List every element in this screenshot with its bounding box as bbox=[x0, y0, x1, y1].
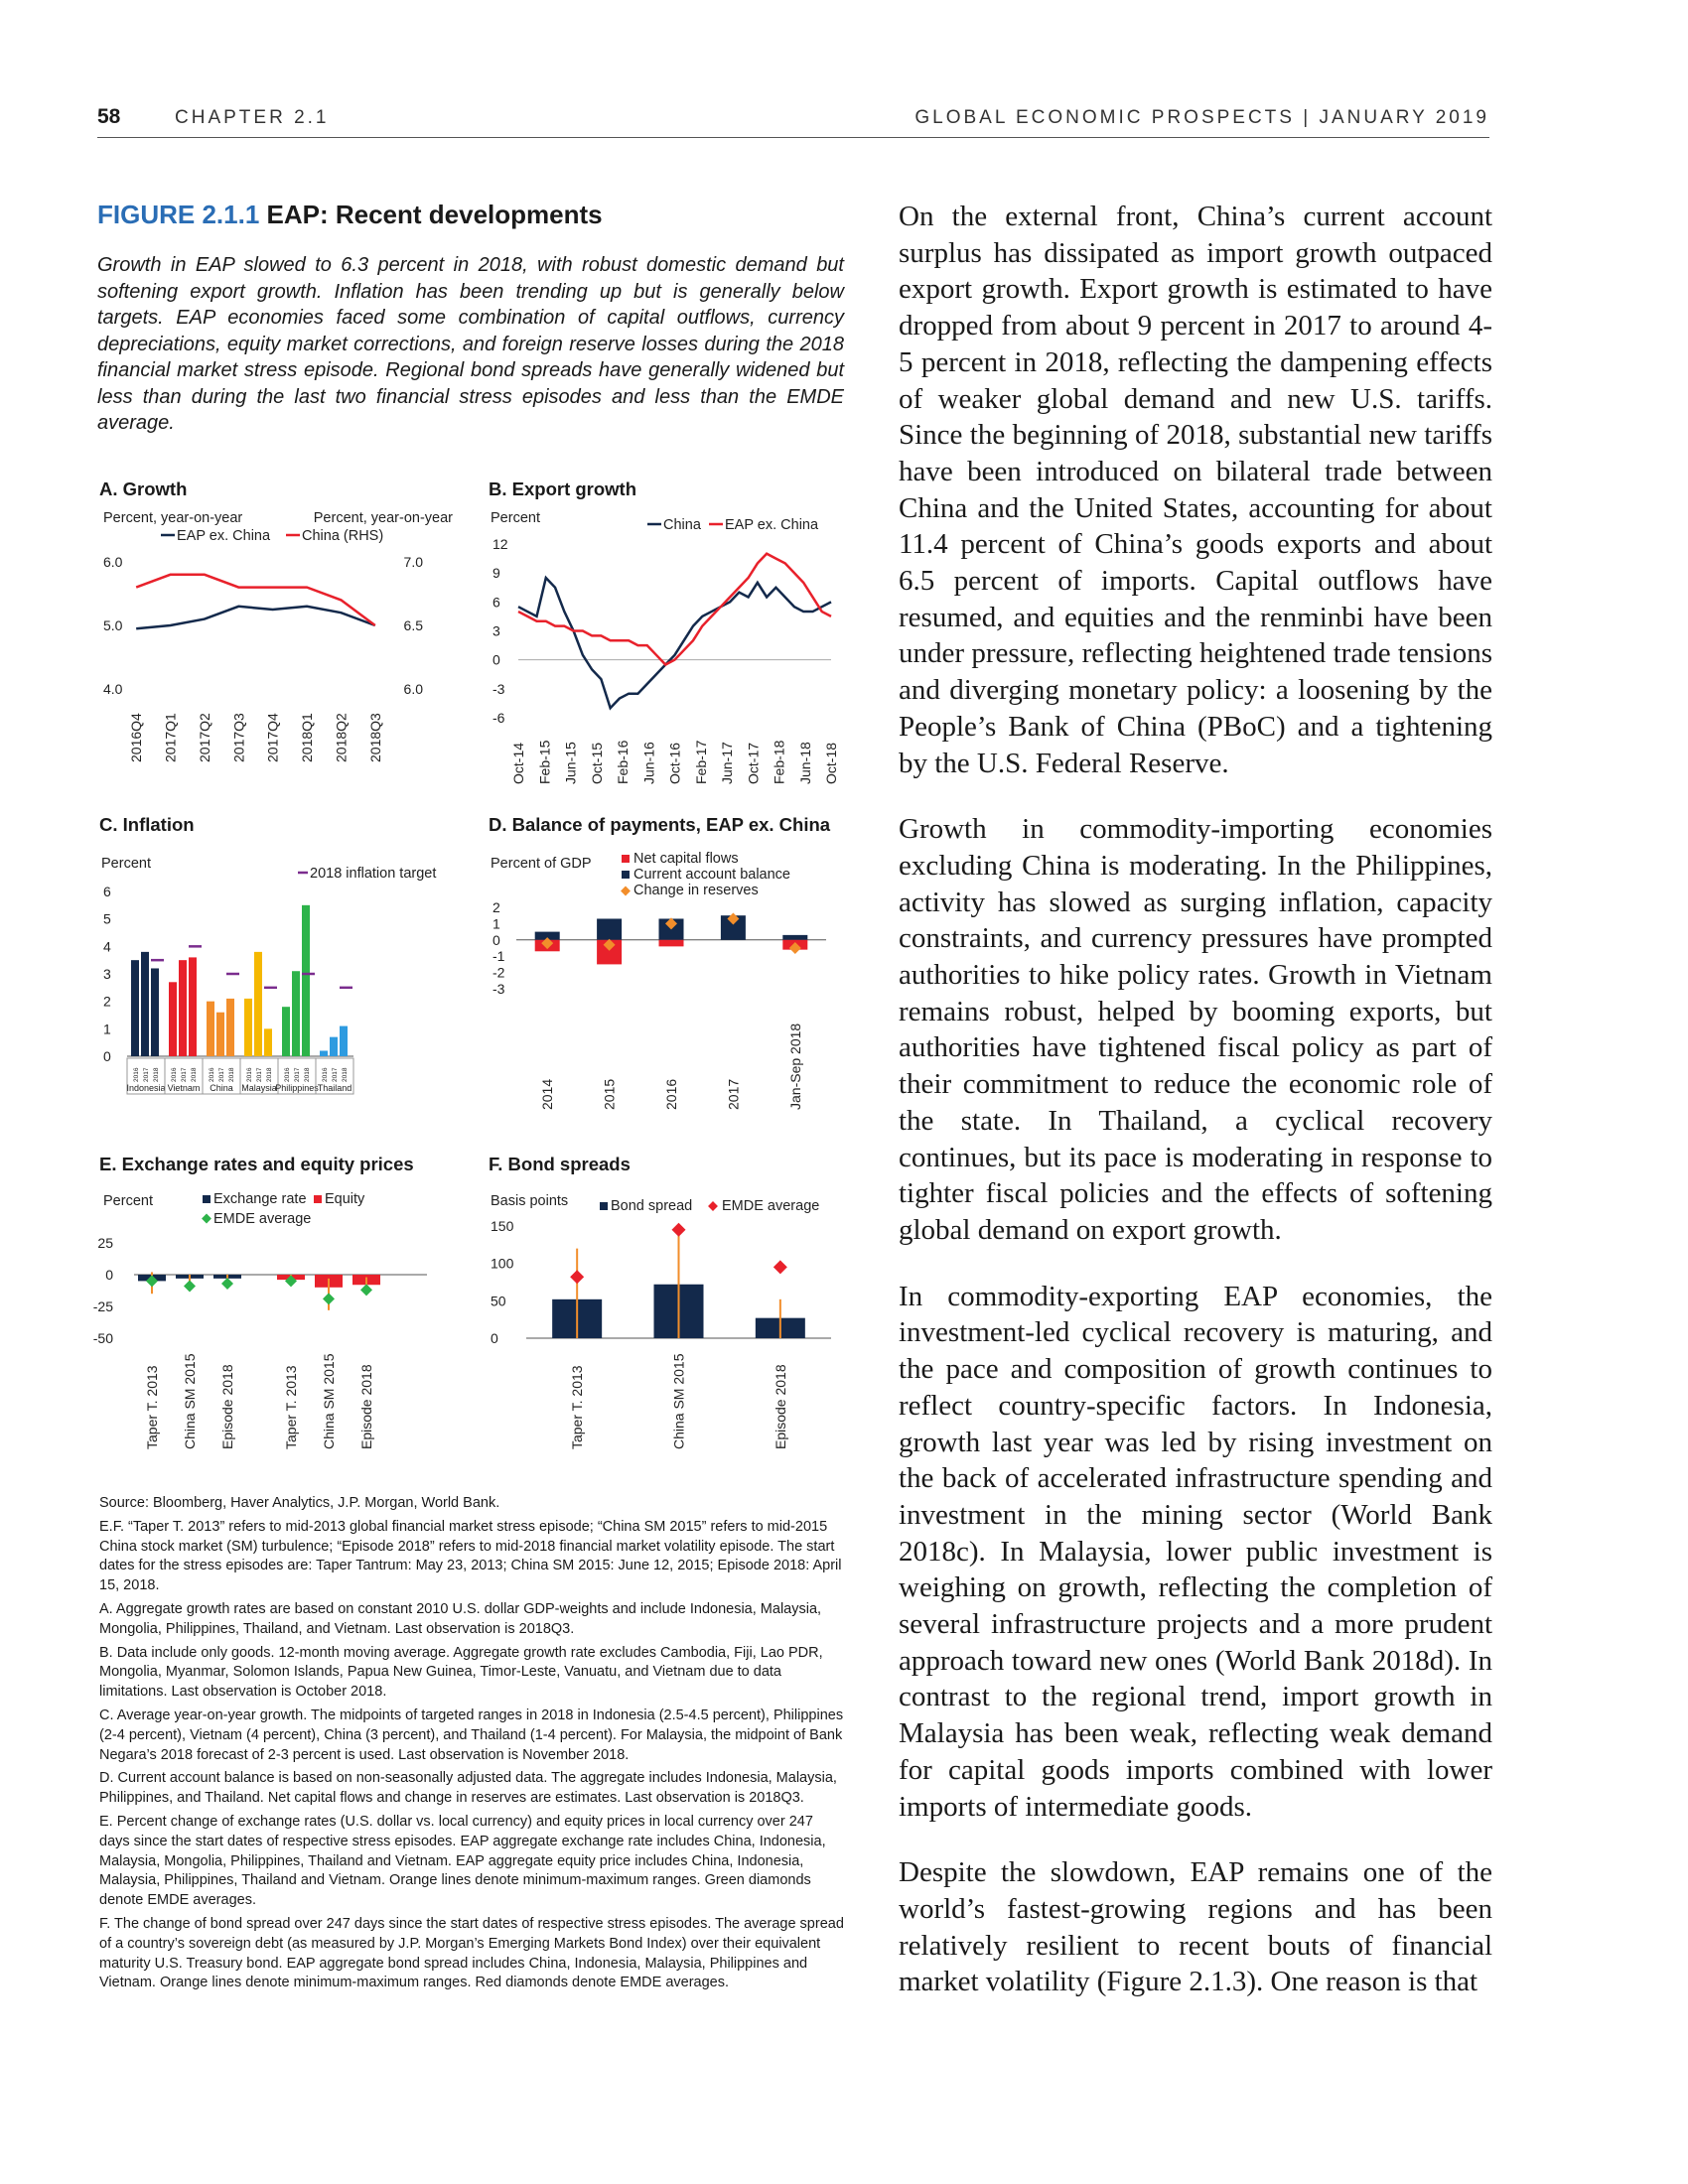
panel-e-chart bbox=[89, 1181, 467, 1459]
panel-d-legend-capital: Net capital flows bbox=[633, 851, 739, 867]
panel-a-left-unit: Percent, year-on-year bbox=[103, 510, 243, 526]
marker-emde-average bbox=[774, 1260, 787, 1274]
x-category-label: Malaysia bbox=[241, 1083, 277, 1093]
panel-e-legend-equity: Equity bbox=[325, 1191, 365, 1207]
x-year-label: 2016 bbox=[322, 1067, 329, 1082]
x-category-label: China bbox=[210, 1083, 233, 1093]
bar-malaysia-2018 bbox=[264, 1028, 272, 1056]
x-year-label: 2016 bbox=[133, 1067, 140, 1082]
bar-vietnam-2017 bbox=[179, 960, 187, 1056]
x-tick-label: Feb-17 bbox=[692, 740, 709, 784]
legend-swatch-current-account bbox=[622, 871, 630, 879]
y-tick-left: 6.0 bbox=[103, 554, 123, 570]
panel-f-title: F. Bond spreads bbox=[489, 1154, 631, 1174]
y-tick: -25 bbox=[92, 1298, 113, 1314]
panel-c-unit: Percent bbox=[101, 856, 151, 872]
panel-d-chart bbox=[479, 842, 856, 1125]
x-tick-label: China SM 2015 bbox=[321, 1353, 337, 1449]
y-tick: 3 bbox=[492, 622, 500, 639]
x-year-label: 2016 bbox=[284, 1067, 291, 1082]
bar-philippines-2017 bbox=[292, 971, 300, 1056]
note-c: C. Average year-on-year growth. The midpoints of targeted ranges in 2018 in Indonesia (2.5-4.5 percent), Philippines (2-4 percent), Vietnam (4 percent), China (3 percent), and Thailand (1-4 percent). For Malaysia, the midpoint of Bank Negara’s 2018 forecast of 2-3 percent is used. Last observation is November 2018. bbox=[99, 1706, 844, 1763]
panel-e-legend-fx: Exchange rate bbox=[213, 1191, 307, 1207]
x-year-label: 2017 bbox=[294, 1067, 301, 1082]
bar-china-2017 bbox=[216, 1013, 224, 1056]
y-tick: 3 bbox=[103, 966, 111, 982]
bar-indonesia-2016 bbox=[131, 960, 139, 1056]
bar-current-account bbox=[782, 935, 807, 940]
legend-swatch-equity bbox=[314, 1195, 322, 1203]
x-tick-label: 2017Q2 bbox=[196, 713, 212, 762]
figure-title bbox=[97, 200, 603, 230]
series-line-eap-ex-china bbox=[136, 607, 375, 628]
x-tick-label: 2017Q1 bbox=[162, 713, 179, 762]
note-f: F. The change of bond spread over 247 days since the start dates of respective stress episodes. The average spread of a country’s sovereign debt (as measured by J.P. Morgan’s Emerging Markets Bond Index) over their equivalent maturity U.S. Treasury bond. EAP aggregate bond spread includes China, Indonesia, Malaysia, Philippines and Vietnam. Orange lines denote minimum-maximum ranges. Red diamonds denote EMDE averages. bbox=[99, 1915, 844, 1991]
bar-china-2016 bbox=[207, 1002, 214, 1056]
y-tick-left: 4.0 bbox=[103, 681, 123, 697]
panel-f-chart bbox=[479, 1181, 856, 1459]
bar-philippines-2018 bbox=[302, 905, 310, 1056]
note-ef: E.F. “Taper T. 2013” refers to mid-2013 global financial market stress episode; “China SM 2015” refers to mid-2015 China stock market (SM) turbulence; “Episode 2018” refers to mid-2018 financial market volatility episode. The start dates for the stress episodes are: Taper Tantrum: May 23, 2013; China SM 2015: June 12, 2015; Episode 2018: April 15, 2018. bbox=[99, 1518, 842, 1594]
x-tick-label: China SM 2015 bbox=[670, 1353, 687, 1449]
y-tick-right: 7.0 bbox=[403, 554, 423, 570]
x-category-label: Indonesia bbox=[126, 1083, 166, 1093]
panel-f-unit: Basis points bbox=[491, 1193, 569, 1209]
legend-swatch-net-capital bbox=[622, 855, 630, 863]
x-tick-label: Jun-15 bbox=[562, 742, 579, 784]
y-tick: -1 bbox=[492, 948, 505, 965]
y-tick: 100 bbox=[491, 1255, 514, 1272]
y-tick: -3 bbox=[492, 680, 505, 697]
bar-malaysia-2016 bbox=[244, 999, 252, 1056]
panel-f-legend-emde: EMDE average bbox=[722, 1198, 820, 1214]
panel-b-title: B. Export growth bbox=[489, 478, 637, 499]
y-tick: -2 bbox=[492, 964, 505, 981]
y-tick: 0 bbox=[492, 931, 500, 948]
y-tick: 50 bbox=[491, 1293, 506, 1309]
bar-indonesia-2018 bbox=[151, 968, 159, 1056]
x-category-label: Philippines bbox=[275, 1083, 319, 1093]
y-tick: -3 bbox=[492, 981, 505, 997]
x-tick-label: 2018Q2 bbox=[333, 713, 350, 762]
y-tick: 6 bbox=[492, 594, 500, 611]
publication-title: GLOBAL ECONOMIC PROSPECTS | JANUARY 2019 bbox=[914, 107, 1489, 128]
x-tick-label: 2016Q4 bbox=[128, 713, 145, 762]
y-tick: 25 bbox=[97, 1235, 113, 1251]
figure-number: FIGURE 2.1.1 bbox=[97, 200, 260, 229]
y-tick: 150 bbox=[491, 1218, 514, 1234]
x-tick-label: 2014 bbox=[539, 1078, 556, 1110]
x-year-label: 2017 bbox=[256, 1067, 263, 1082]
x-category-label: Thailand bbox=[317, 1083, 352, 1093]
series-line-eap-ex-china bbox=[518, 554, 831, 665]
y-tick: 9 bbox=[492, 565, 500, 582]
y-tick-left: 5.0 bbox=[103, 617, 123, 633]
x-tick-label: Feb-16 bbox=[615, 740, 631, 784]
x-tick-label: 2017 bbox=[725, 1078, 742, 1110]
x-tick-label: Feb-15 bbox=[536, 740, 553, 784]
panel-a-title: A. Growth bbox=[99, 478, 188, 499]
x-tick-label: Taper T. 2013 bbox=[283, 1365, 299, 1449]
panel-d-unit: Percent of GDP bbox=[491, 856, 592, 872]
bar-philippines-2016 bbox=[282, 1007, 290, 1056]
bar-thailand-2018 bbox=[340, 1026, 348, 1056]
y-tick: 4 bbox=[103, 938, 111, 955]
figure-notes bbox=[99, 1494, 844, 1997]
marker-emde-average bbox=[323, 1293, 335, 1304]
x-year-label: 2017 bbox=[143, 1067, 150, 1082]
x-tick-label: Jun-17 bbox=[719, 742, 735, 784]
marker-emde-average bbox=[570, 1270, 584, 1284]
bar-vietnam-2018 bbox=[189, 957, 197, 1056]
x-year-label: 2016 bbox=[209, 1067, 215, 1082]
body-paragraph: In commodity-exporting EAP economies, the investment-led cyclical recovery is maturing, and the pace and composition of growth continues to reflect country-specific factors. In Indonesia, growth last year was led by rising investment on the back of accelerated infrastructure spending and investment in the mining sector (World Bank 2018c). In Malaysia, lower public investment is weighing on growth, reflecting the completion of several infrastructure projects and a more prudent approach toward new ones (World Bank 2018d). In contrast to the regional trend, import growth in Malaysia has been weak, reflecting weak demand for capital goods imports combined with lower imports of intermediate goods. bbox=[899, 1280, 1492, 1823]
legend-swatch-emde bbox=[202, 1214, 211, 1224]
x-year-label: 2017 bbox=[218, 1067, 225, 1082]
bar-thailand-2017 bbox=[330, 1037, 338, 1056]
panel-a-legend-eap: EAP ex. China bbox=[177, 528, 271, 544]
chapter-label: CHAPTER 2.1 bbox=[175, 107, 330, 128]
y-tick-right: 6.5 bbox=[403, 617, 423, 633]
series-line-china-rhs- bbox=[136, 575, 375, 625]
x-tick-label: 2017Q3 bbox=[230, 713, 247, 762]
body-text-column bbox=[899, 199, 1492, 2030]
panel-c-chart bbox=[89, 842, 467, 1120]
bar-china-2018 bbox=[226, 999, 234, 1056]
x-year-label: 2018 bbox=[266, 1067, 273, 1082]
marker-emde-average bbox=[360, 1284, 372, 1296]
legend-swatch-emde bbox=[708, 1201, 718, 1211]
panel-b-chart bbox=[479, 504, 846, 787]
legend-swatch-reserves bbox=[621, 887, 631, 896]
legend-swatch-exchange-rate bbox=[203, 1195, 211, 1203]
y-tick: 2 bbox=[492, 899, 500, 915]
panel-a-legend-china: China (RHS) bbox=[302, 528, 384, 544]
x-tick-label: Taper T. 2013 bbox=[144, 1365, 160, 1449]
y-tick: 1 bbox=[103, 1021, 111, 1037]
x-tick-label: Oct-16 bbox=[666, 742, 683, 784]
panel-b-legend-china: China bbox=[663, 517, 701, 533]
page-number: 58 bbox=[97, 105, 121, 128]
x-tick-label: 2016 bbox=[663, 1078, 679, 1110]
header-rule bbox=[97, 137, 1489, 138]
x-year-label: 2016 bbox=[246, 1067, 253, 1082]
x-year-label: 2018 bbox=[228, 1067, 235, 1082]
y-tick: -50 bbox=[92, 1330, 113, 1346]
x-tick-label: Oct-15 bbox=[588, 742, 605, 784]
panel-d-legend-reserves: Change in reserves bbox=[633, 883, 759, 898]
note-d: D. Current account balance is based on non-seasonally adjusted data. The aggregate includes Indonesia, Malaysia, Philippines, and Thailand. Net capital flows and change in reserves are estimates. Last observation is 2018Q3. bbox=[99, 1770, 837, 1807]
panel-c-legend-target: 2018 inflation target bbox=[310, 866, 437, 882]
y-tick: -6 bbox=[492, 710, 505, 726]
bar-net-capital-flows bbox=[659, 940, 684, 947]
y-tick: 6 bbox=[103, 884, 111, 899]
x-year-label: 2018 bbox=[191, 1067, 198, 1082]
x-tick-label: Jun-18 bbox=[796, 742, 813, 784]
panel-d-legend-ca: Current account balance bbox=[633, 867, 790, 883]
x-year-label: 2017 bbox=[181, 1067, 188, 1082]
y-tick: 0 bbox=[492, 651, 500, 668]
x-year-label: 2018 bbox=[304, 1067, 311, 1082]
panel-a-right-unit: Percent, year-on-year bbox=[313, 510, 453, 526]
note-e: E. Percent change of exchange rates (U.S. dollar vs. local currency) and equity prices in local currency over 247 days since the start dates of respective stress episodes. EAP aggregate exchange rate includes China, Indonesia, Malaysia, Mongolia, Philippines, Thailand and Vietnam. EAP aggregate equity price includes China, Indonesia, Malaysia, Philippines, Thailand and Vietnam. Orange lines denote minimum-maximum ranges. Green diamonds denote EMDE averages. bbox=[99, 1813, 826, 1909]
y-tick-right: 6.0 bbox=[403, 681, 423, 697]
note-a: A. Aggregate growth rates are based on constant 2010 U.S. dollar GDP-weights and include Indonesia, Malaysia, Mongolia, Philippines, Thailand, and Vietnam. Last observation is 2018Q3. bbox=[99, 1600, 822, 1637]
bar-indonesia-2017 bbox=[141, 952, 149, 1056]
panel-e-legend-emde: EMDE average bbox=[213, 1211, 312, 1227]
y-tick: 12 bbox=[492, 536, 508, 552]
x-tick-label: Episode 2018 bbox=[219, 1364, 235, 1449]
marker-emde-average bbox=[184, 1281, 196, 1293]
x-tick-label: Jan-Sep 2018 bbox=[786, 1023, 803, 1110]
figure-title-text: EAP: Recent developments bbox=[266, 200, 603, 229]
x-year-label: 2016 bbox=[171, 1067, 178, 1082]
body-paragraph: Growth in commodity-importing economies excluding China is moderating. In the Philippines, activity has slowed as surging inflation, capacity constraints, and currency pressures have prompted authorities to hike policy rates. Growth in Vietnam remains robust, helped by booming exports, but authorities have tightened fiscal policy as part of their commitment to reduce the economic role of the state. In Thailand, a cyclical recovery continues, but its pace is moderating in response to tighter fiscal policies and the effects of softening global demand on export growth. bbox=[899, 813, 1492, 1246]
marker-emde-average bbox=[221, 1278, 233, 1290]
x-category-label: Vietnam bbox=[167, 1083, 201, 1093]
marker-emde-average bbox=[672, 1223, 686, 1237]
y-tick: 2 bbox=[103, 993, 111, 1010]
y-tick: 0 bbox=[491, 1330, 498, 1346]
x-year-label: 2018 bbox=[342, 1067, 349, 1082]
x-tick-label: 2015 bbox=[601, 1078, 618, 1110]
bar-vietnam-2016 bbox=[169, 982, 177, 1056]
x-tick-label: Oct-18 bbox=[823, 742, 839, 784]
x-tick-label: Taper T. 2013 bbox=[569, 1365, 586, 1449]
x-tick-label: 2018Q3 bbox=[366, 713, 383, 762]
x-tick-label: 2018Q1 bbox=[299, 713, 316, 762]
x-tick-label: Oct-17 bbox=[745, 742, 762, 784]
bar-current-account bbox=[597, 918, 622, 939]
panel-a-chart bbox=[89, 504, 467, 767]
note-b: B. Data include only goods. 12-month moving average. Aggregate growth rate excludes Cambodia, Fiji, Lao PDR, Mongolia, Myanmar, Solomon Islands, Papua New Guinea, Timor-Leste, Vanuatu, and Vietnam due to data limitations. Last observation is October 2018. bbox=[99, 1644, 823, 1701]
panel-d-title: D. Balance of payments, EAP ex. China bbox=[489, 814, 831, 835]
y-tick: 1 bbox=[492, 915, 500, 932]
series-line-china bbox=[518, 578, 831, 708]
y-tick: 0 bbox=[103, 1048, 111, 1064]
bar-malaysia-2017 bbox=[254, 952, 262, 1056]
x-tick-label: Jun-16 bbox=[640, 742, 657, 784]
note-source: Source: Bloomberg, Haver Analytics, J.P. Morgan, World Bank. bbox=[99, 1495, 500, 1511]
panel-e-unit: Percent bbox=[103, 1193, 153, 1209]
panel-c-title: C. Inflation bbox=[99, 814, 195, 835]
y-tick: 0 bbox=[105, 1267, 113, 1283]
body-paragraph: On the external front, China’s current account surplus has dissipated as import growth outpaced export growth. Export growth is estimated to have dropped from about 9 percent in 2017 to around 4-5 percent in 2018, reflecting the dampening effects of weaker global demand and new U.S. tariffs. Since the beginning of 2018, substantial new tariffs have been introduced on bilateral trade between China and the United States, accounting for about 11.4 percent of China’s goods exports and about 6.5 percent of imports. Capital outflows have resumed, and equities and the renminbi have been under pressure, reflecting heightened trade tensions and diverging monetary policy: a loosening by the People’s Bank of China (PBoC) and a tightening by the U.S. Federal Reserve. bbox=[899, 201, 1492, 779]
panel-e-title: E. Exchange rates and equity prices bbox=[99, 1154, 414, 1174]
panel-b-unit: Percent bbox=[491, 510, 540, 526]
y-tick: 5 bbox=[103, 910, 111, 927]
x-tick-label: Episode 2018 bbox=[772, 1364, 788, 1449]
figure-caption: Growth in EAP slowed to 6.3 percent in 2018, with robust domestic demand but softening export growth. Inflation has been trending up but is generally below targets. EAP economies faced some combination of capital outflows, currency depreciations, equity market corrections, and foreign reserve losses during the 2018 financial market stress episode. Regional bond spreads have generally widened but less than during the last two financial stress episodes and less than the EMDE average. bbox=[97, 254, 844, 434]
x-tick-label: 2017Q4 bbox=[264, 713, 281, 762]
panel-f-legend-bond: Bond spread bbox=[611, 1198, 693, 1214]
x-year-label: 2017 bbox=[332, 1067, 339, 1082]
x-tick-label: Episode 2018 bbox=[358, 1364, 374, 1449]
x-tick-label: Feb-18 bbox=[771, 740, 787, 784]
legend-swatch-bond-spread bbox=[600, 1202, 608, 1210]
x-tick-label: Oct-14 bbox=[510, 742, 526, 784]
x-tick-label: China SM 2015 bbox=[182, 1353, 198, 1449]
body-paragraph: Despite the slowdown, EAP remains one of the world’s fastest-growing regions and has been relatively resilient to recent bouts of financial market volatility (Figure 2.1.3). One reason is that bbox=[899, 1856, 1492, 1998]
x-year-label: 2018 bbox=[153, 1067, 160, 1082]
panel-b-legend-eap: EAP ex. China bbox=[725, 517, 819, 533]
bar-thailand-2016 bbox=[320, 1050, 328, 1056]
